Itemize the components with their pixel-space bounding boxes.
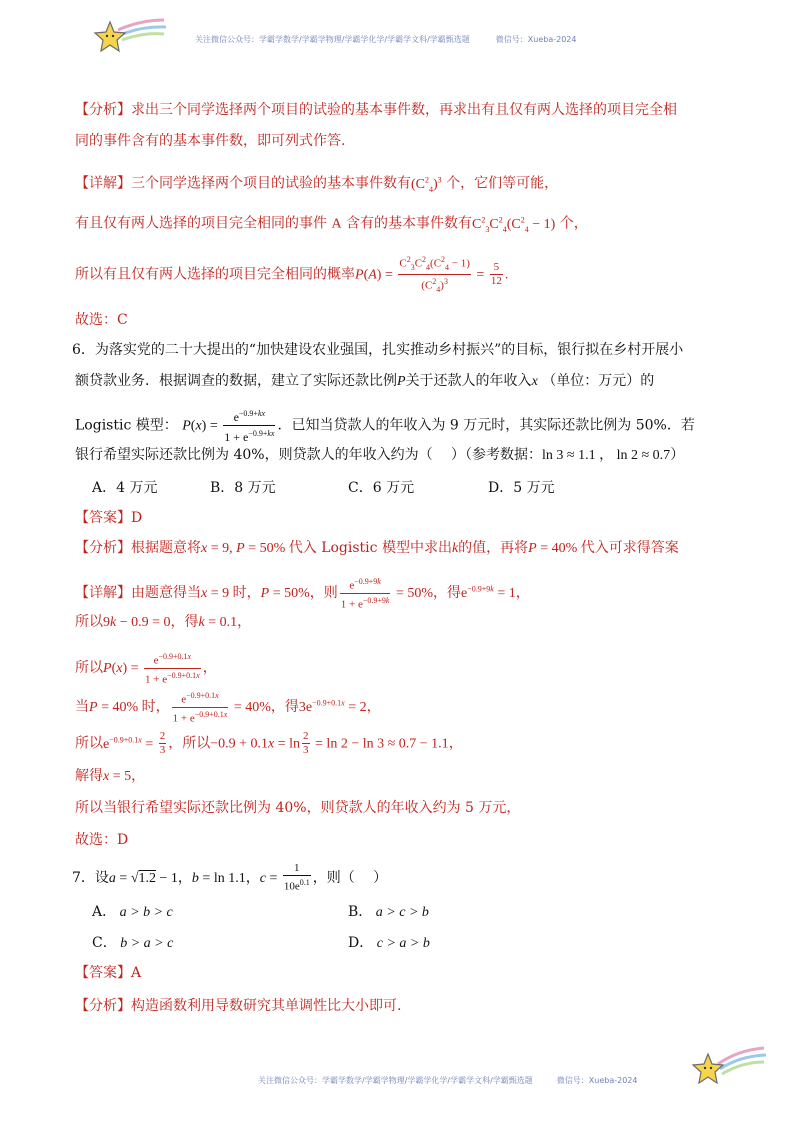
q6-detail-line-1: 【详解】由题意得当x = 9 时，P = 50%，则 $\frac{e^{-0.9+9k}}{1 + e^{-0.9+9k}}$ = 50%，得$e^{-0.9+9k} = 1$，: [75, 577, 530, 611]
q6-option-a: A．4 万元: [92, 480, 158, 496]
q6-option-c: C．6 万元: [348, 480, 415, 496]
q6-choice: 故选：D: [75, 832, 129, 848]
q6-detail-line-3: 所以P(x) = $\frac{e^{-0.9+0.1x}}{1 + e^{-0.9+0.1x}}$ ，: [75, 652, 217, 686]
q6-stem-line-3: Logistic 模型： P(x) = $\frac{e^{-0.9+kx}}{1 + e^{-0.9+kx}}$ ．已知当贷款人的年收入为 9 万元时，其实际还款比例为 50%．若: [75, 406, 695, 445]
prev-analysis-line-1: 【分析】求出三个同学选择两个项目的试验的基本事件数，再求出有且仅有两人选择的项目完全相: [75, 102, 677, 118]
prev-analysis-line-2: 同的事件含有的基本事件数，即可列式作答.: [75, 133, 346, 149]
prev-detail-line-1: 【详解】三个同学选择两个项目的试验的基本事件数有$(C^2_4)^3$ 个，它们等可能，: [75, 175, 559, 194]
star-logo-icon: [688, 1042, 768, 1090]
q6-detail-line-2: 所以9k − 0.9 = 0，得k = 0.1，: [75, 614, 252, 630]
q6-detail-line-6: 解得x = 5，: [75, 768, 146, 784]
q7-option-c: C． b > a > c: [92, 935, 174, 951]
q6-stem-line-4: 银行希望实际还款比例为 40%，则贷款人的年收入约为（ ）（参考数据：ln 3 ≈ 1.1 ， ln 2 ≈ 0.7）: [75, 447, 685, 463]
star-logo-icon: [90, 16, 170, 58]
q7-option-a: A． a > b > c: [92, 904, 173, 920]
footer-wechat-id: 微信号：Xueba-2024: [556, 1076, 638, 1085]
header-wechat-id: 微信号：Xueba-2024: [495, 35, 577, 44]
q6-option-d: D．5 万元: [488, 480, 555, 496]
prev-detail-line-2: 有且仅有两人选择的项目完全相同的事件 A 含有的基本事件数有$C^2_3C^2_4(C^2_4 - 1)$ 个，: [75, 215, 588, 234]
footer-follow-text: 关注微信公众号：学霸学数学/学霸学物理/学霸学化学/学霸学文科/学霸甄选题: [258, 1076, 533, 1085]
q6-detail-line-4: 当P = 40% 时， $\frac{e^{-0.9+0.1x}}{1 + e^{-0.9+0.1x}}$ = 40%，得$3e^{-0.9+0.1x} = 2$，: [75, 691, 381, 725]
q6-option-b: B．8 万元: [210, 480, 276, 496]
q6-analysis: 【分析】根据题意将x = 9, P = 50% 代入 Logistic 模型中求出k的值，再将P = 40% 代入可求得答案: [75, 540, 679, 556]
q6-answer: 【答案】D: [75, 510, 143, 526]
header-follow-text: 关注微信公众号：学霸学数学/学霸学物理/学霸学化学/学霸学文科/学霸甄选题: [195, 35, 470, 44]
q6-stem-line-2: 额贷款业务．根据调查的数据，建立了实际还款比例P关于还款人的年收入x （单位：万元）的: [75, 373, 655, 389]
prev-choice: 故选：C: [75, 312, 128, 328]
q6-stem-line-1: 6．为落实党的二十大提出的“加快建设农业强国，扎实推动乡村振兴”的目标，银行拟在乡村开展小: [72, 342, 684, 358]
prev-detail-line-3: 所以有且仅有两人选择的项目完全相同的概率P(A) = $\frac{C^2_3C^2_4(C^2_4 - 1)}{(C^2_4)^3}$ = $\frac{5}{12}$ .: [75, 255, 509, 294]
q7-option-d: D． c > a > b: [348, 935, 430, 951]
page-footer: [258, 1075, 637, 1086]
q7-answer: 【答案】A: [75, 965, 142, 981]
page-header: [195, 34, 576, 45]
q7-option-b: B． a > c > b: [348, 904, 429, 920]
q7-stem: 7．设a = √1.2 − 1，b = ln 1.1，c = $\frac{1}{10e^{0.1}}$ ，则（ ）: [72, 862, 388, 893]
q6-detail-line-7: 所以当银行希望实际还款比例为 40%，则贷款人的年收入约为 5 万元，: [75, 800, 521, 816]
q6-detail-line-5: 所以$e^{-0.9+0.1x}$ = $\frac{2}{3}$ ，所以−0.9 + 0.1x = ln $\frac{2}{3}$ = ln 2 − ln 3 ≈ 0.7 − 1.1，: [75, 730, 463, 757]
q7-analysis: 【分析】构造函数利用导数研究其单调性比大小即可.: [75, 998, 402, 1014]
